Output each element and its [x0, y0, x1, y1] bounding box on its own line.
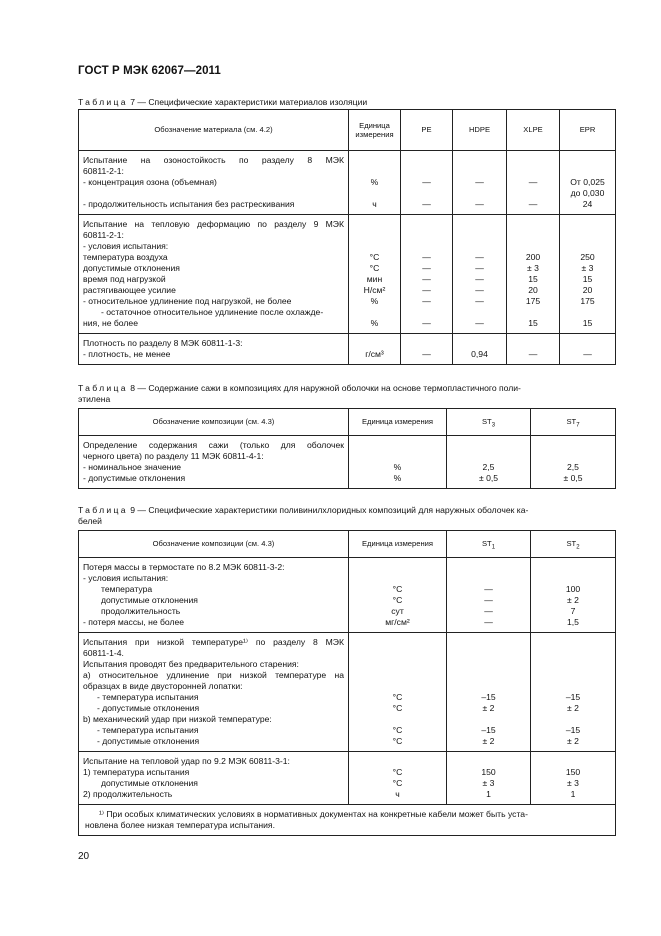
cell-value: г/см³ [365, 349, 384, 359]
cell-value: ± 2 [482, 736, 495, 746]
cell-value [560, 219, 615, 230]
cell-value [531, 714, 615, 725]
row-label: - условия испытания: [83, 573, 169, 583]
table9-section-col-1 [349, 752, 447, 805]
row-label: - температура испытания [97, 725, 199, 735]
cell-value [447, 681, 530, 692]
cell-value: 1 [486, 789, 491, 799]
cell-value [349, 451, 446, 462]
cell-value [507, 219, 559, 230]
cell-value: 150 [481, 767, 496, 777]
cell-value [349, 166, 400, 177]
row-label: - продолжительность испытания без растрескивания [83, 199, 295, 209]
cell-value [349, 155, 400, 166]
cell-value: сут [391, 606, 404, 616]
cell-value [531, 562, 615, 573]
row-label: 60811-2-1: [83, 230, 124, 240]
cell-value: — [475, 177, 484, 187]
cell-value [447, 756, 530, 767]
table7-header-material: Обозначение материала (см. 4.2) [79, 110, 349, 151]
cell-value [453, 241, 506, 252]
cell-value [401, 188, 452, 199]
table9-section [79, 633, 616, 752]
cell-value: 15 [582, 274, 593, 284]
cell-value [531, 440, 615, 451]
cell-value [349, 307, 400, 318]
row-label: Плотность по разделу 8 МЭК 60811-1-3: [83, 338, 243, 348]
table9-section-col-0 [79, 752, 349, 805]
cell-value: — [475, 199, 484, 209]
cell-value: ± 3 [581, 263, 594, 273]
cell-value: — [528, 177, 538, 187]
cell-value: 2,5 [482, 462, 495, 472]
cell-value: –15 [481, 692, 496, 702]
cell-value: –15 [481, 725, 496, 735]
cell-value: — [475, 263, 484, 273]
cell-value [453, 230, 506, 241]
cell-value [560, 230, 615, 241]
row-label: - температура испытания [97, 692, 199, 702]
cell-value [560, 155, 615, 166]
table9-section-col-2 [447, 633, 531, 752]
row-label: черного цвета) по разделу 11 МЭК 60811-4-1: [83, 451, 264, 461]
cell-value [349, 573, 446, 584]
cell-value [531, 681, 615, 692]
table7-section-col-0 [79, 151, 349, 215]
cell-value: ± 3 [567, 778, 579, 788]
row-label: - концентрация озона (объемная) [83, 177, 217, 187]
cell-value [453, 166, 506, 177]
table7-section-col-0 [79, 334, 349, 365]
cell-value [349, 670, 446, 681]
cell-value: — [422, 349, 431, 359]
table8-section-col-2 [447, 436, 531, 489]
cell-value: — [422, 274, 431, 284]
table7-header-hdpe: HDPE [453, 110, 507, 151]
cell-value [349, 681, 446, 692]
cell-value [401, 166, 452, 177]
cell-value: % [370, 296, 379, 306]
cell-value [401, 307, 452, 318]
cell-value: до 0,030 [570, 188, 605, 198]
cell-value: ± 3 [527, 263, 539, 273]
cell-value [349, 219, 400, 230]
table7-section-col-4 [507, 215, 560, 334]
table9-section-col-3 [531, 752, 616, 805]
cell-value: °C [392, 725, 403, 735]
row-label: образцах в виде двусторонней лопатки: [83, 681, 243, 691]
cell-value: °C [392, 703, 403, 713]
cell-value [349, 338, 400, 349]
cell-value: — [422, 263, 431, 273]
row-label: - допустимые отклонения [83, 473, 186, 483]
table7-section-col-2 [401, 151, 453, 215]
cell-value [349, 241, 400, 252]
cell-value [401, 219, 452, 230]
cell-value: ± 0,5 [563, 473, 583, 483]
table7-header-epr: EPR [560, 110, 616, 151]
cell-value: — [475, 285, 484, 295]
cell-value: 150 [565, 767, 581, 777]
table7-section [79, 151, 616, 215]
cell-value [531, 451, 615, 462]
row-label: - допустимые отклонения [97, 736, 200, 746]
row-label: ния, не более [83, 318, 138, 328]
cell-value: ± 3 [482, 778, 495, 788]
cell-value: 100 [565, 584, 581, 594]
cell-value: 15 [528, 274, 538, 284]
table9-header-unit: Единица измерения [349, 531, 447, 558]
table9-caption-line2: белей [78, 516, 102, 526]
cell-value [507, 188, 559, 199]
table7-section-col-2 [401, 334, 453, 365]
row-label: Потеря массы в термостате по 8.2 МЭК 60811-3-2: [83, 562, 285, 572]
cell-value [531, 756, 615, 767]
cell-value: 175 [580, 296, 595, 306]
cell-value [447, 648, 530, 659]
cell-value: 20 [528, 285, 538, 295]
cell-value: — [528, 199, 538, 209]
table7-caption [78, 97, 615, 108]
cell-value: — [484, 595, 493, 605]
cell-value [453, 188, 506, 199]
cell-value: Н/см² [363, 285, 386, 295]
cell-value [531, 648, 615, 659]
table7-section [79, 215, 616, 334]
row-label: Испытания проводят без предварительного старения: [83, 659, 299, 669]
row-label: - условия испытания: [83, 241, 169, 251]
cell-value: — [484, 606, 493, 616]
cell-value [453, 155, 506, 166]
cell-value: °C [392, 584, 403, 594]
cell-value: 1 [570, 789, 576, 799]
table8-header-composition: Обозначение композиции (см. 4.3) [79, 409, 349, 436]
table8-section-col-0 [79, 436, 349, 489]
cell-value: 0,94 [471, 349, 488, 359]
cell-value [349, 562, 446, 573]
cell-value [447, 440, 530, 451]
table8-caption-word: Таблица [78, 383, 128, 393]
cell-value: % [370, 318, 379, 328]
row-label: 1) температура испытания [83, 767, 190, 777]
page-number: 20 [78, 851, 90, 862]
row-label: 60811-2-1: [83, 166, 124, 176]
table7-section-col-3 [453, 334, 507, 365]
table7-header-unit: Единица измерения [349, 110, 401, 151]
cell-value: –15 [565, 725, 581, 735]
table8 [78, 408, 616, 489]
table8-header-unit: Единица измерения [349, 409, 447, 436]
cell-value [507, 230, 559, 241]
cell-value [447, 714, 530, 725]
row-label [79, 188, 348, 199]
cell-value: ± 2 [567, 595, 579, 605]
table7-caption-text: 7 — Специфические характеристики материалов изоляции [130, 97, 368, 107]
table7-header-pe: PE [401, 110, 453, 151]
row-label: - остаточное относительное удлинение после охлажде- [101, 307, 324, 317]
cell-value [447, 637, 530, 648]
row-label: допустимые отклонения [101, 778, 198, 788]
row-label: температура воздуха [83, 252, 168, 262]
table9-caption [78, 505, 615, 527]
cell-value: 175 [525, 296, 541, 306]
cell-value [401, 241, 452, 252]
footnote-line-2: новлена более низкая температура испытания. [85, 820, 275, 830]
cell-value: –15 [565, 692, 581, 702]
table8-caption-line2: этилена [78, 394, 111, 404]
cell-value [507, 338, 559, 349]
document-header: ГОСТ Р МЭК 62067—2011 [78, 65, 221, 77]
cell-value [349, 188, 400, 199]
cell-value: мин [366, 274, 383, 284]
cell-value: °C [392, 767, 403, 777]
cell-value: 2,5 [567, 462, 579, 472]
row-label: время под нагрузкой [83, 274, 166, 284]
cell-value [447, 573, 530, 584]
table8-section-col-3 [531, 436, 616, 489]
table9-caption-text: 9 — Специфические характеристики поливинилхлоридных композиций для наружных оболочек ка- [130, 505, 529, 515]
row-label: 2) продолжительность [83, 789, 173, 799]
cell-value: °C [369, 263, 380, 273]
cell-value [531, 573, 615, 584]
table9-section-col-3 [531, 633, 616, 752]
row-label: b) механический удар при низкой температуре: [83, 714, 272, 724]
cell-value [401, 230, 452, 241]
cell-value: 15 [582, 318, 593, 328]
table7-section-col-1 [349, 151, 401, 215]
table7-section-col-5 [560, 151, 616, 215]
table9-footnote [79, 805, 616, 836]
table9-header-composition: Обозначение композиции (см. 4.3) [79, 531, 349, 558]
cell-value [349, 648, 446, 659]
cell-value: — [528, 349, 538, 359]
cell-value [560, 166, 615, 177]
cell-value [507, 307, 559, 318]
cell-value: 24 [582, 199, 593, 209]
table8-caption [78, 383, 615, 405]
cell-value: — [475, 318, 484, 328]
cell-value: — [484, 617, 493, 627]
row-label: - допустимые отклонения [97, 703, 200, 713]
table8-section-col-1 [349, 436, 447, 489]
cell-value: °C [392, 692, 403, 702]
cell-value [560, 307, 615, 318]
cell-value [447, 659, 530, 670]
cell-value: — [583, 349, 592, 359]
cell-value: ± 0,5 [478, 473, 499, 483]
table8-header-st7: $ST_7$ [531, 409, 616, 436]
cell-value [349, 637, 446, 648]
cell-value [447, 670, 530, 681]
cell-value [453, 307, 506, 318]
cell-value: % [370, 177, 379, 187]
table7-section [79, 334, 616, 365]
table7-section-col-5 [560, 334, 616, 365]
cell-value: — [422, 177, 431, 187]
row-label: - номинальное значение [83, 462, 182, 472]
row-label: а) относительное удлинение при низкой температуре на [83, 670, 344, 680]
cell-value [401, 338, 452, 349]
table9-section-col-3 [531, 558, 616, 633]
table7-section-col-5 [560, 215, 616, 334]
cell-value: — [475, 296, 484, 306]
cell-value: От 0,025 [570, 177, 605, 187]
cell-value [401, 155, 452, 166]
cell-value: 200 [525, 252, 541, 262]
cell-value: ч [372, 199, 377, 209]
cell-value [349, 659, 446, 670]
cell-value: 20 [582, 285, 593, 295]
table9-caption-word: Таблица [78, 505, 128, 515]
cell-value: — [422, 252, 431, 262]
table9-section-col-2 [447, 558, 531, 633]
cell-value [531, 670, 615, 681]
cell-value: 15 [528, 318, 538, 328]
cell-value [531, 659, 615, 670]
cell-value: ч [395, 789, 400, 799]
cell-value [349, 756, 446, 767]
cell-value [453, 219, 506, 230]
table9-section-col-0 [79, 633, 349, 752]
cell-value [453, 338, 506, 349]
cell-value: °C [392, 778, 403, 788]
row-label: Испытания при низкой температуре¹⁾ по разделу 8 МЭК [83, 637, 344, 647]
row-label: растягивающее усилие [83, 285, 176, 295]
row-label: - потеря массы, не более [83, 617, 185, 627]
row-label: - плотность, не менее [83, 349, 171, 359]
cell-value: 7 [570, 606, 576, 616]
table7 [78, 109, 616, 365]
cell-value: ± 2 [482, 703, 495, 713]
table8-section [79, 436, 616, 489]
row-label: Испытание на тепловую деформацию по разделу 9 МЭК [83, 219, 344, 229]
table7-section-col-4 [507, 334, 560, 365]
cell-value [349, 714, 446, 725]
row-label: Испытание на озоностойкость по разделу 8 МЭК [83, 155, 344, 165]
cell-value: °C [369, 252, 380, 262]
table7-section-col-3 [453, 215, 507, 334]
table7-section-col-1 [349, 215, 401, 334]
table7-section-col-0 [79, 215, 349, 334]
cell-value: ± 2 [567, 736, 579, 746]
table9-section-col-2 [447, 752, 531, 805]
cell-value: — [422, 318, 431, 328]
cell-value [507, 241, 559, 252]
cell-value [507, 166, 559, 177]
footnote-line-1: ¹⁾ При особых климатических условиях в нормативных документах на конкретные кабели может быть уста- [99, 809, 528, 819]
row-label: 60811-1-4. [83, 648, 124, 658]
table7-section-col-2 [401, 215, 453, 334]
table8-header-st3: $ST_3$ [447, 409, 531, 436]
cell-value: — [475, 252, 484, 262]
cell-value: — [422, 199, 431, 209]
row-label: Определение содержания сажи (только для оболочек [83, 440, 344, 450]
cell-value: °C [392, 595, 403, 605]
cell-value: % [393, 473, 402, 483]
cell-value: — [484, 584, 493, 594]
cell-value: 250 [580, 252, 595, 262]
row-label: допустимые отклонения [101, 595, 198, 605]
cell-value: 1,5 [567, 617, 579, 627]
cell-value: мг/см² [385, 617, 410, 627]
table7-section-col-4 [507, 151, 560, 215]
table7-caption-word: Таблица [78, 97, 128, 107]
cell-value [560, 241, 615, 252]
table7-section-col-1 [349, 334, 401, 365]
row-label: температура [101, 584, 153, 594]
cell-value [531, 637, 615, 648]
cell-value: °C [392, 736, 403, 746]
cell-value: — [422, 285, 431, 295]
table7-header-xlpe: XLPE [507, 110, 560, 151]
table9-section [79, 752, 616, 805]
cell-value [447, 451, 530, 462]
cell-value: — [422, 296, 431, 306]
cell-value [349, 230, 400, 241]
row-label: - относительное удлинение под нагрузкой, не более [83, 296, 292, 306]
cell-value [560, 338, 615, 349]
table9-section [79, 558, 616, 633]
table7-section-col-3 [453, 151, 507, 215]
table9-section-col-1 [349, 633, 447, 752]
row-label: допустимые отклонения [83, 263, 180, 273]
table9-section-col-1 [349, 558, 447, 633]
cell-value: ± 2 [567, 703, 579, 713]
table9 [78, 530, 616, 836]
table9-header-st1: $ST_1$ [447, 531, 531, 558]
cell-value [349, 440, 446, 451]
table9-header-st2: $ST_2$ [531, 531, 616, 558]
row-label: Испытание на тепловой удар по 9.2 МЭК 60811-3-1: [83, 756, 290, 766]
cell-value [447, 562, 530, 573]
cell-value: % [393, 462, 402, 472]
table9-section-col-0 [79, 558, 349, 633]
table8-caption-text: 8 — Содержание сажи в композициях для наружной оболочки на основе термопластичного поли- [130, 383, 521, 393]
table9-footnote-row [79, 805, 616, 836]
row-label: продолжительность [101, 606, 181, 616]
cell-value: — [475, 274, 484, 284]
cell-value [507, 155, 559, 166]
